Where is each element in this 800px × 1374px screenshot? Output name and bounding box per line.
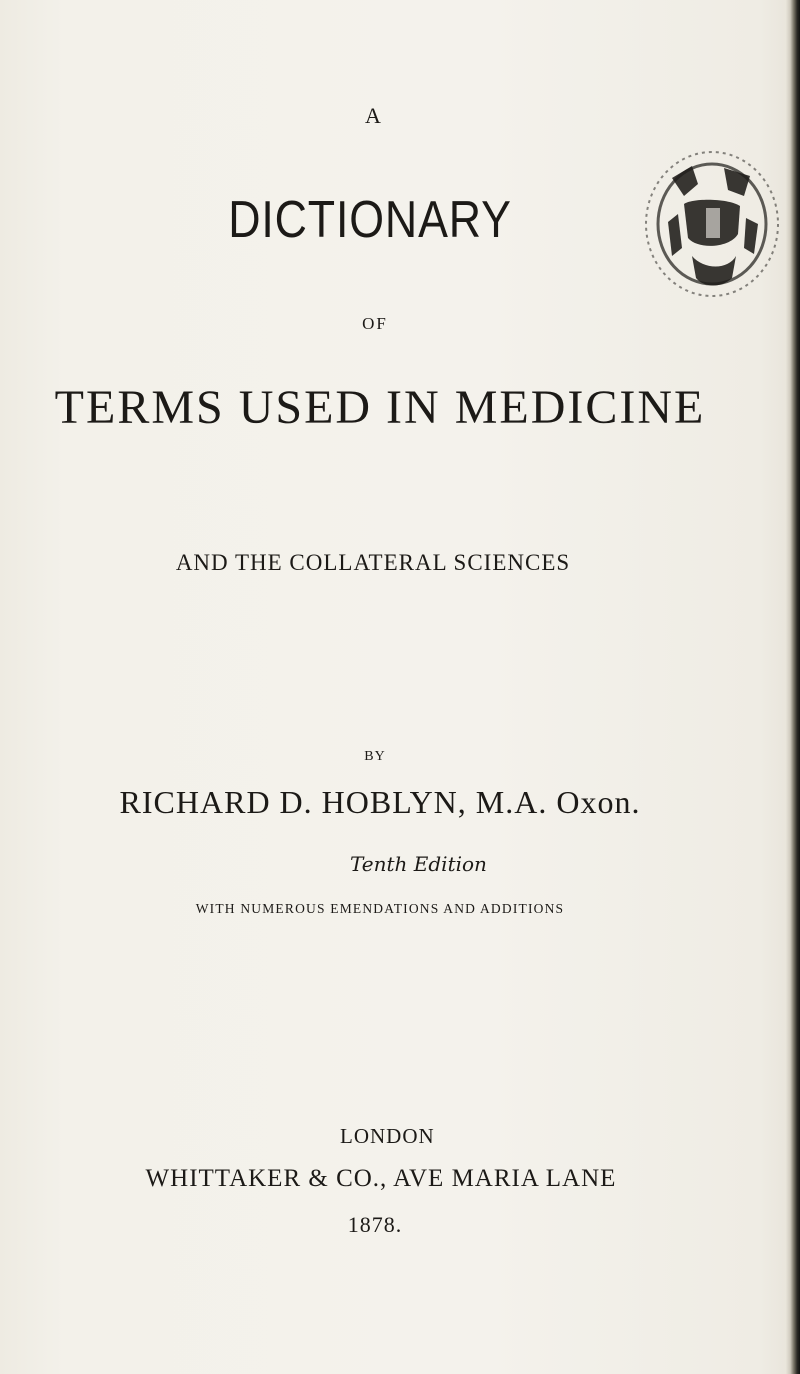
subtitle-terms: TERMS USED IN MEDICINE bbox=[54, 381, 706, 434]
book-title: DICTIONARY bbox=[228, 191, 512, 249]
edition-label: Tenth Edition bbox=[350, 852, 487, 876]
page-edge bbox=[786, 0, 800, 1374]
publisher: WHITTAKER & CO., AVE MARIA LANE bbox=[145, 1165, 617, 1192]
publication-year: 1878. bbox=[347, 1212, 403, 1237]
title-article: A bbox=[365, 103, 381, 128]
by-line: BY bbox=[364, 749, 386, 764]
title-of: OF bbox=[362, 314, 388, 333]
library-seal-icon bbox=[632, 138, 792, 310]
subtitle-collateral-sciences: AND THE COLLATERAL SCIENCES bbox=[175, 550, 571, 575]
imprint-city: LONDON bbox=[340, 1124, 435, 1148]
author-name: RICHARD D. HOBLYN, M.A. Oxon. bbox=[119, 784, 641, 820]
edition-note: WITH NUMEROUS EMENDATIONS AND ADDITIONS bbox=[195, 901, 565, 916]
